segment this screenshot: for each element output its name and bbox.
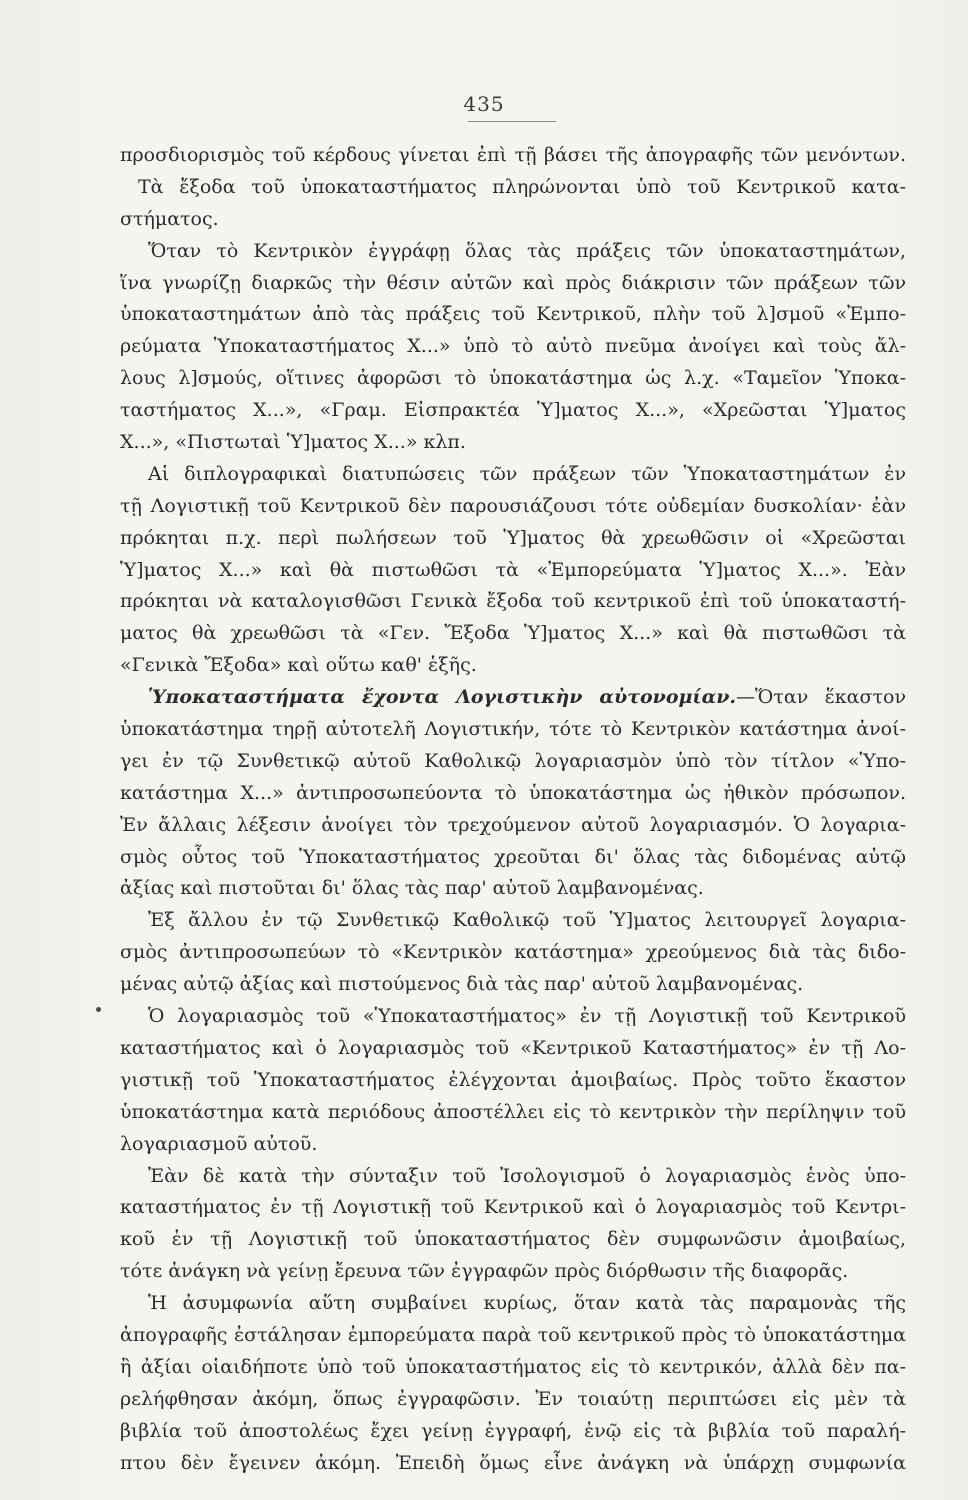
text-line: κοῦ ἐν τῇ Λογιστικῇ τοῦ ὑποκαταστήματος δὲν συμφωνῶσιν ἀμοιβαίως, (120, 1228, 906, 1251)
section-heading: Ὑποκαταστήματα ἔχοντα Λογιστικὴν αὐτονομίαν. (148, 686, 737, 709)
text-line: γει ἐν τῷ Συνθετικῷ αὐτοῦ Καθολικῷ λογαριασμὸν ὑπὸ τὸν τίτλον «Ὑπο- (120, 749, 906, 772)
text-line: ὑποκατάστημα τηρῇ αὐτοτελῆ Λογιστικήν, τότε τὸ Κεντρικὸν κατάστημα ἀνοί- (120, 718, 906, 741)
text-line: ἀπογραφῆς ἐστάλησαν ἐμπορεύματα παρὰ τοῦ κεντρικοῦ πρὸς τὸ ὑποκατάστημα (120, 1323, 906, 1346)
text-line: Χ...», «Πιστωταὶ Ὑ]ματος Χ...» κλπ. (120, 431, 466, 454)
text-line: καταστήματος καὶ ὁ λογαριασμὸς τοῦ «Κεντρικοῦ Καταστήματος» ἐν τῇ Λο- (120, 1036, 906, 1059)
text-line: ρεύματα Ὑποκαταστήματος Χ...» ὑπὸ τὸ αὐτὸ πνεῦμα ἀνοίγει καὶ τοὺς ἄλ- (120, 335, 906, 358)
text-line: ματος θὰ χρεωθῶσι τὰ «Γεν. Ἔξοδα Ὑ]ματος Χ...» καὶ θὰ πιστωθῶσι τὰ (120, 622, 906, 645)
text-line: Ἐὰν δὲ κατὰ τὴν σύνταξιν τοῦ Ἰσολογισμοῦ ὁ λογαριασμὸς ἑνὸς ὑπο- (148, 1164, 906, 1187)
text-line: ἵνα γνωρίζῃ διαρκῶς τὴν θέσιν αὐτῶν καὶ πρὸς διάκρισιν τῶν πράξεων τῶν (120, 271, 906, 294)
text-line: Αἱ διπλογραφικαὶ διατυπώσεις τῶν πράξεων τῶν Ὑποκαταστημάτων ἐν (148, 462, 906, 485)
text-line: ὑποκατάστημα κατὰ περιόδους ἀποστέλλει εἰς τὸ κεντρικὸν τὴν περίληψιν τοῦ (120, 1100, 906, 1123)
page-number-underline (468, 121, 556, 122)
margin-mark (96, 1007, 101, 1012)
text-line: στήματος. (120, 207, 219, 230)
text-line: «Γενικὰ Ἔξοδα» καὶ οὕτω καθ' ἑξῆς. (120, 654, 477, 677)
text-line: λους λ]σμούς, οἵτινες ἀφορῶσι τὸ ὑποκατάστημα ὡς λ.χ. «Ταμεῖον Ὑποκα- (120, 367, 906, 390)
text-line: σμὸς οὗτος τοῦ Ὑποκαταστήματος χρεοῦται δι' ὅλας τὰς διδομένας αὐτῷ (120, 845, 906, 868)
text-line: Ὁ λογαριασμὸς τοῦ «Ὑποκαταστήματος» ἐν τῇ Λογιστικῇ τοῦ Κεντρικοῦ (148, 1005, 906, 1028)
text-line: σμὸς ἀντιπροσωπεύων τὸ «Κεντρικὸν κατάστημα» χρεούμενος διὰ τὰς διδο- (120, 941, 906, 964)
text-line: βιβλία τοῦ ἀποστολέως ἔχει γείνῃ ἐγγραφή, ἐνῷ εἰς τὰ βιβλία τοῦ παραλή- (120, 1419, 906, 1442)
text-line: ἢ ἀξίαι οἱαιδήποτε ὑπὸ τοῦ ὑποκαταστήματος εἰς τὸ κεντρικόν, ἀλλὰ δὲν πα- (120, 1355, 906, 1378)
page-number: 435 (463, 92, 505, 116)
text-line: κατάστημα Χ...» ἀντιπροσωπεύοντα τὸ ὑποκατάστημα ὡς ἠθικὸν πρόσωπον. (120, 781, 906, 804)
text-line: ρελήφθησαν ἀκόμη, ὅπως ἐγγραφῶσιν. Ἐν τοιαύτῃ περιπτώσει εἰς μὲν τὰ (120, 1387, 906, 1410)
text-line: λογαριασμοῦ αὐτοῦ. (120, 1132, 318, 1155)
text-line: μένας αὐτῷ ἀξίας καὶ πιστούμενος διὰ τὰς παρ' αὐτοῦ λαμβανομένας. (120, 973, 804, 996)
text-line: καταστήματος ἐν τῇ Λογιστικῇ τοῦ Κεντρικοῦ καὶ ὁ λογαριασμὸς τοῦ Κεντρι- (120, 1196, 906, 1219)
text-line: Ἡ ἀσυμφωνία αὕτη συμβαίνει κυρίως, ὅταν κατὰ τὰς παραμονὰς τῆς (148, 1292, 906, 1315)
text-line: Ὑ]ματος Χ...» καὶ θὰ πιστωθῶσι τὰ «Ἐμπορεύματα Ὑ]ματος Χ...». Ἐὰν (120, 558, 906, 581)
text-line: πτου δὲν ἔγεινεν ἀκόμη. Ἐπειδὴ ὅμως εἶνε ἀνάγκη νὰ ὑπάρχῃ συμφωνία (120, 1451, 906, 1474)
text-line: ταστήματος Χ...», «Γραμ. Εἰσπρακτέα Ὑ]ματος Χ...», «Χρεῶσται Ὑ]ματος (120, 399, 906, 422)
text-line: Ἐν ἄλλαις λέξεσιν ἀνοίγει τὸν τρεχούμενον αὐτοῦ λογαριασμόν. Ὁ λογαρια- (120, 813, 906, 836)
text-line: πρόκηται π.χ. περὶ πωλήσεων τοῦ Ὑ]ματος θὰ χρεωθῶσιν οἱ «Χρεῶσται (120, 526, 906, 549)
text-line: πρόκηται νὰ καταλογισθῶσι Γενικὰ ἔξοδα τοῦ κεντρικοῦ ἐπὶ τοῦ ὑποκαταστή- (120, 590, 906, 613)
text-line: Τὰ ἔξοδα τοῦ ὑποκαταστήματος πληρώνονται ὑπὸ τοῦ Κεντρικοῦ κατα- (138, 175, 906, 198)
text-line: τῇ Λογιστικῇ τοῦ Κεντρικοῦ δὲν παρουσιάζουσι τότε οὐδεμίαν δυσκολίαν· ἐὰν (120, 494, 906, 517)
heading-continuation: —Ὅταν ἕκαστον (736, 686, 906, 709)
text-line: Ἐξ ἄλλου ἐν τῷ Συνθετικῷ Καθολικῷ τοῦ Ὑ]ματος λειτουργεῖ λογαρια- (148, 909, 906, 932)
text-line: προσδιορισμὸς τοῦ κέρδους γίνεται ἐπὶ τῇ βάσει τῆς ἀπογραφῆς τῶν μενόντων. (120, 144, 906, 166)
text-line: τότε ἀνάγκη νὰ γείνῃ ἔρευνα τῶν ἐγγραφῶν πρὸς διόρθωσιν τῆς διαφορᾶς. (120, 1260, 849, 1283)
text-line: Ὅταν τὸ Κεντρικὸν ἐγγράφῃ ὅλας τὰς πράξεις τῶν ὑποκαταστημάτων, (148, 239, 906, 262)
text-line: ἀξίας καὶ πιστοῦται δι' ὅλας τὰς παρ' αὐτοῦ λαμβανομένας. (120, 877, 704, 900)
body-text (120, 140, 906, 1479)
section-heading-line (120, 682, 906, 714)
text-line: γιστικῇ τοῦ Ὑποκαταστήματος ἐλέγχονται ἀμοιβαίως. Πρὸς τοῦτο ἕκαστον (120, 1068, 906, 1091)
text-line: ὑποκαταστημάτων ἀπὸ τὰς πράξεις τοῦ Κεντρικοῦ, πλὴν τοῦ λ]σμοῦ «Ἐμπο- (120, 303, 906, 326)
